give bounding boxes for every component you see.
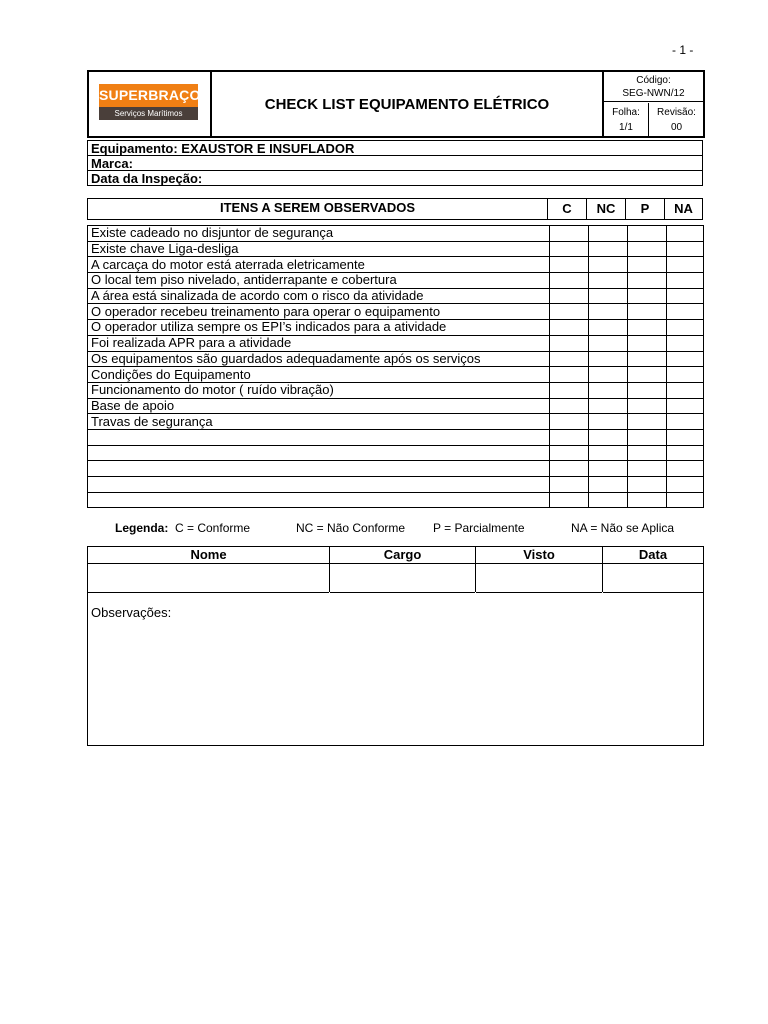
- folha-box: [604, 103, 649, 136]
- checklist-item-label: Foi realizada APR para a atividade: [88, 335, 550, 351]
- codigo-label: Código:: [636, 75, 671, 86]
- checkbox-p[interactable]: [628, 335, 667, 351]
- data-cell[interactable]: [603, 564, 703, 593]
- checkbox-nc[interactable]: [589, 304, 628, 320]
- checklist-row: [88, 288, 704, 304]
- col-nc-header: NC: [587, 199, 626, 219]
- checklist-item-label: A carcaça do motor está aterrada eletricamente: [88, 257, 550, 273]
- checkbox-nc[interactable]: [589, 257, 628, 273]
- checkbox-p[interactable]: [628, 351, 667, 367]
- marca-field[interactable]: Marca:: [88, 156, 702, 171]
- checkbox-nc[interactable]: [589, 320, 628, 336]
- checklist-row: [88, 351, 704, 367]
- checklist-row: [88, 241, 704, 257]
- checkbox-p[interactable]: [628, 241, 667, 257]
- logo-tagline: Serviços Marítimos: [99, 107, 198, 120]
- checkbox-p[interactable]: [628, 288, 667, 304]
- equipment-info: [87, 140, 703, 186]
- checkbox-c[interactable]: [550, 304, 589, 320]
- logo-wordmark: SUPERBRAÇO: [99, 84, 198, 107]
- checklist-item-label: [88, 477, 550, 493]
- checkbox-p[interactable]: [628, 257, 667, 273]
- checkbox-p[interactable]: [628, 445, 667, 461]
- cargo-cell[interactable]: [330, 564, 475, 593]
- checkbox-p[interactable]: [628, 382, 667, 398]
- checklist-item-label: [88, 429, 550, 445]
- checklist-row: [88, 335, 704, 351]
- checkbox-c[interactable]: [550, 288, 589, 304]
- data-header: Data: [603, 547, 703, 564]
- checklist-item-label: Base de apoio: [88, 398, 550, 414]
- observacoes-label: Observações:: [91, 605, 172, 620]
- checklist-row: [88, 320, 704, 336]
- checkbox-c[interactable]: [550, 445, 589, 461]
- checkbox-nc[interactable]: [589, 273, 628, 289]
- checkbox-p[interactable]: [628, 492, 667, 508]
- checkbox-c[interactable]: [550, 335, 589, 351]
- checkbox-nc[interactable]: [589, 445, 628, 461]
- checklist-item-label: O local tem piso nivelado, antiderrapante e cobertura: [88, 273, 550, 289]
- legend-nc: NC = Não Conforme: [296, 521, 406, 535]
- checklist-row: [88, 382, 704, 398]
- checkbox-p[interactable]: [628, 367, 667, 383]
- company-logo: [99, 84, 201, 120]
- checklist-item-label: A área está sinalizada de acordo com o risco da atividade: [88, 288, 550, 304]
- legend-label: Legenda:: [115, 521, 169, 535]
- checklist-item-label: [88, 492, 550, 508]
- checklist-row: [88, 477, 704, 493]
- checkbox-p[interactable]: [628, 398, 667, 414]
- checkbox-nc[interactable]: [589, 414, 628, 430]
- signature-table: [87, 546, 704, 746]
- checkbox-c[interactable]: [550, 320, 589, 336]
- checkbox-c[interactable]: [550, 492, 589, 508]
- checkbox-nc[interactable]: [589, 367, 628, 383]
- checklist-row: [88, 445, 704, 461]
- checkbox-c[interactable]: [550, 226, 589, 242]
- folha-label: Folha:: [612, 107, 640, 118]
- checkbox-na[interactable]: [667, 226, 704, 242]
- nome-header: Nome: [88, 547, 329, 564]
- checkbox-na[interactable]: [667, 367, 704, 383]
- checklist-row: [88, 273, 704, 289]
- checkbox-na[interactable]: [667, 461, 704, 477]
- code-cell: [604, 72, 703, 136]
- checklist-item-label: Funcionamento do motor ( ruído vibração): [88, 382, 550, 398]
- legend-na: NA = Não se Aplica: [571, 521, 675, 535]
- checkbox-c[interactable]: [550, 257, 589, 273]
- checkbox-na[interactable]: [667, 477, 704, 493]
- items-table: [87, 225, 704, 508]
- checklist-row: [88, 367, 704, 383]
- checkbox-p[interactable]: [628, 429, 667, 445]
- checklist-item-label: Existe chave Liga-desliga: [88, 241, 550, 257]
- checkbox-na[interactable]: [667, 398, 704, 414]
- nome-cell[interactable]: [88, 564, 329, 593]
- checkbox-c[interactable]: [550, 429, 589, 445]
- checkbox-p[interactable]: [628, 304, 667, 320]
- checkbox-na[interactable]: [667, 335, 704, 351]
- checkbox-nc[interactable]: [589, 226, 628, 242]
- visto-header: Visto: [476, 547, 602, 564]
- data-inspecao-field[interactable]: Data da Inspeção:: [91, 171, 203, 186]
- checkbox-c[interactable]: [550, 382, 589, 398]
- checklist-item-label: Travas de segurança: [88, 414, 550, 430]
- checklist-item-label: [88, 445, 550, 461]
- checkbox-c[interactable]: [550, 241, 589, 257]
- checklist-row: [88, 461, 704, 477]
- checklist-item-label: [88, 461, 550, 477]
- checklist-row: [88, 492, 704, 508]
- checkbox-c[interactable]: [550, 273, 589, 289]
- checkbox-na[interactable]: [667, 241, 704, 257]
- col-p-header: P: [626, 199, 665, 219]
- checkbox-na[interactable]: [667, 273, 704, 289]
- checklist-item-label: Existe cadeado no disjuntor de segurança: [88, 226, 550, 242]
- divider: [602, 547, 603, 592]
- equipamento-field[interactable]: Equipamento: EXAUSTOR E INSUFLADOR: [88, 141, 702, 156]
- checkbox-c[interactable]: [550, 351, 589, 367]
- checkbox-c[interactable]: [550, 477, 589, 493]
- revisao-label: Revisão:: [657, 107, 696, 118]
- checkbox-na[interactable]: [667, 351, 704, 367]
- divider: [475, 547, 476, 592]
- items-header-title: ITENS A SEREM OBSERVADOS: [88, 199, 548, 219]
- page-number: - 1 -: [672, 43, 694, 57]
- checkbox-na[interactable]: [667, 257, 704, 273]
- checkbox-nc[interactable]: [589, 429, 628, 445]
- checkbox-nc[interactable]: [589, 382, 628, 398]
- checkbox-nc[interactable]: [589, 461, 628, 477]
- checkbox-c[interactable]: [550, 367, 589, 383]
- checklist-row: [88, 414, 704, 430]
- checkbox-nc[interactable]: [589, 288, 628, 304]
- items-header: [87, 198, 703, 220]
- checkbox-p[interactable]: [628, 477, 667, 493]
- checklist-row: [88, 257, 704, 273]
- checkbox-c[interactable]: [550, 414, 589, 430]
- checkbox-nc[interactable]: [589, 477, 628, 493]
- checkbox-p[interactable]: [628, 226, 667, 242]
- checkbox-na[interactable]: [667, 429, 704, 445]
- checkbox-na[interactable]: [667, 382, 704, 398]
- checklist-row: [88, 429, 704, 445]
- document-title: CHECK LIST EQUIPAMENTO ELÉTRICO: [212, 72, 604, 136]
- checklist-item-label: O operador utiliza sempre os EPI’s indicados para a atividade: [88, 320, 550, 336]
- checkbox-nc[interactable]: [589, 398, 628, 414]
- checklist-row: [88, 398, 704, 414]
- checkbox-na[interactable]: [667, 288, 704, 304]
- checkbox-na[interactable]: [667, 492, 704, 508]
- folha-value: 1/1: [619, 122, 633, 133]
- checkbox-p[interactable]: [628, 320, 667, 336]
- cargo-header: Cargo: [330, 547, 475, 564]
- checklist-item-label: O operador recebeu treinamento para operar o equipamento: [88, 304, 550, 320]
- checklist-item-label: Os equipamentos são guardados adequadamente após os serviços: [88, 351, 550, 367]
- checkbox-na[interactable]: [667, 304, 704, 320]
- checklist-row: [88, 226, 704, 242]
- checkbox-c[interactable]: [550, 398, 589, 414]
- visto-cell[interactable]: [476, 564, 602, 593]
- checkbox-na[interactable]: [667, 320, 704, 336]
- checkbox-p[interactable]: [628, 273, 667, 289]
- checkbox-nc[interactable]: [589, 351, 628, 367]
- logo-cell: [89, 72, 212, 136]
- checkbox-p[interactable]: [628, 414, 667, 430]
- checkbox-nc[interactable]: [589, 492, 628, 508]
- revisao-box: [650, 103, 703, 136]
- divider: [329, 547, 330, 592]
- checkbox-nc[interactable]: [589, 241, 628, 257]
- checkbox-c[interactable]: [550, 461, 589, 477]
- checkbox-na[interactable]: [667, 445, 704, 461]
- col-na-header: NA: [674, 201, 693, 216]
- revisao-value: 00: [670, 122, 683, 133]
- document-header: [87, 70, 705, 138]
- checkbox-na[interactable]: [667, 414, 704, 430]
- legend-p: P = Parcialmente: [433, 521, 525, 535]
- codigo-value: SEG-NWN/12: [622, 88, 685, 99]
- col-c-header: C: [548, 199, 587, 219]
- checkbox-p[interactable]: [628, 461, 667, 477]
- legend-c: C = Conforme: [175, 521, 251, 535]
- codigo-box: [604, 72, 703, 102]
- checkbox-nc[interactable]: [589, 335, 628, 351]
- checklist-row: [88, 304, 704, 320]
- checklist-item-label: Condições do Equipamento: [88, 367, 550, 383]
